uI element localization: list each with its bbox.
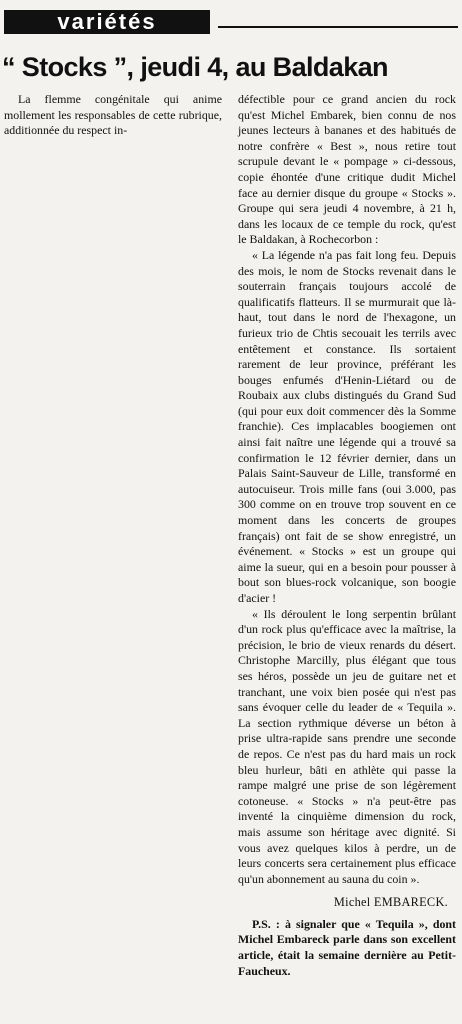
rubric-header: [4, 8, 458, 38]
article-paragraph: « La légende n'a pas fait long feu. Depuis des mois, le nom de Stocks revenait dans le souterrain français toujours accolé de qualificatifs flatteurs. Il se murmurait que là-haut, tout dans le nord de l'hexagone, un furieux trio de Chtis secouait les terrils avec entêtement et constance. Ils sortaient rarement de leur province, préférant les bouges enfumés d'Henin-Liétard ou de Roubaix aux clubs distingués du Grand Sud (qui pour eux doit commencer dès la Somme franchie). Ces implacables boogiemen ont ainsi fait naître une légende qui a trouvé sa confirmation le 12 février dernier, dans un Palais Saint-Sauveur de Lille, transformé en autocuiseur. Trois mille fans (oui 3.000, pas 300 comme on en trouve trop souvent en ce moment dans les concerts de groupes français) ont fait de se show enregistré, un événement. « Stocks » est un groupe qui aime la sueur, qui en a besoin pour pousser à bout son blues-rock volcanique, son boogie d'acier !: [238, 247, 456, 605]
article-paragraph: La flemme congénitale qui anime mollement les responsables de cette rubrique, additionnée du respect in-: [4, 92, 222, 138]
rubric-label: variétés: [4, 10, 210, 34]
rubric-rule: [218, 26, 458, 28]
article-column-right: [238, 92, 456, 979]
article-paragraph: « Ils déroulent le long serpentin brûlant d'un rock plus qu'efficace avec la maîtrise, la précision, le brio de vieux renards du désert. Christophe Marcilly, plus élégant que tous ses héros, possède un jeu de guitare net et tranchant, une voix bien posée qui n'est pas sans évoquer celle du leader de « Tequila ». La section rythmique déverse un béton à prise ultra-rapide sans prendre une seconde de repos. Ce n'est pas du hard mais un rock bleu hurleur, bâti en athlète qui passe la rampe malgré une prise de son légèrement cotoneuse. « Stocks » n'a peut-être pas inventé la cinquième dimension du rock, mais assume son héritage avec dignité. Si vous avez quelques kilos à perdre, un de leurs concerts sera certainement plus efficace qu'un abonnement au sauna du coin ».: [238, 606, 456, 886]
article-column-left: [4, 92, 222, 139]
author-signature: Michel EMBARECK.: [333, 895, 448, 910]
article-paragraph: défectible pour ce grand ancien du rock qu'est Michel Embarek, bien connu de nos jeunes lecteurs à bananes et des habitués de notre confrère « Best », nous retire tout scrupule devant le « pompage » ci-dessous, copie éhontée d'une critique dudit Michel face au dernier disque du groupe « Stocks ». Groupe qui sera jeudi 4 novembre, à 21 h, dans les locaux de ce temple du rock, qu'est le Baldakan, à Rochecorbon :: [238, 92, 456, 247]
postscript: P.S. : à signaler que « Tequila », dont Michel Embareck parle dans son excellent article, était la semaine dernière au Petit-Faucheux.: [238, 916, 456, 978]
article-headline: “ Stocks ”, jeudi 4, au Baldakan: [2, 52, 388, 82]
